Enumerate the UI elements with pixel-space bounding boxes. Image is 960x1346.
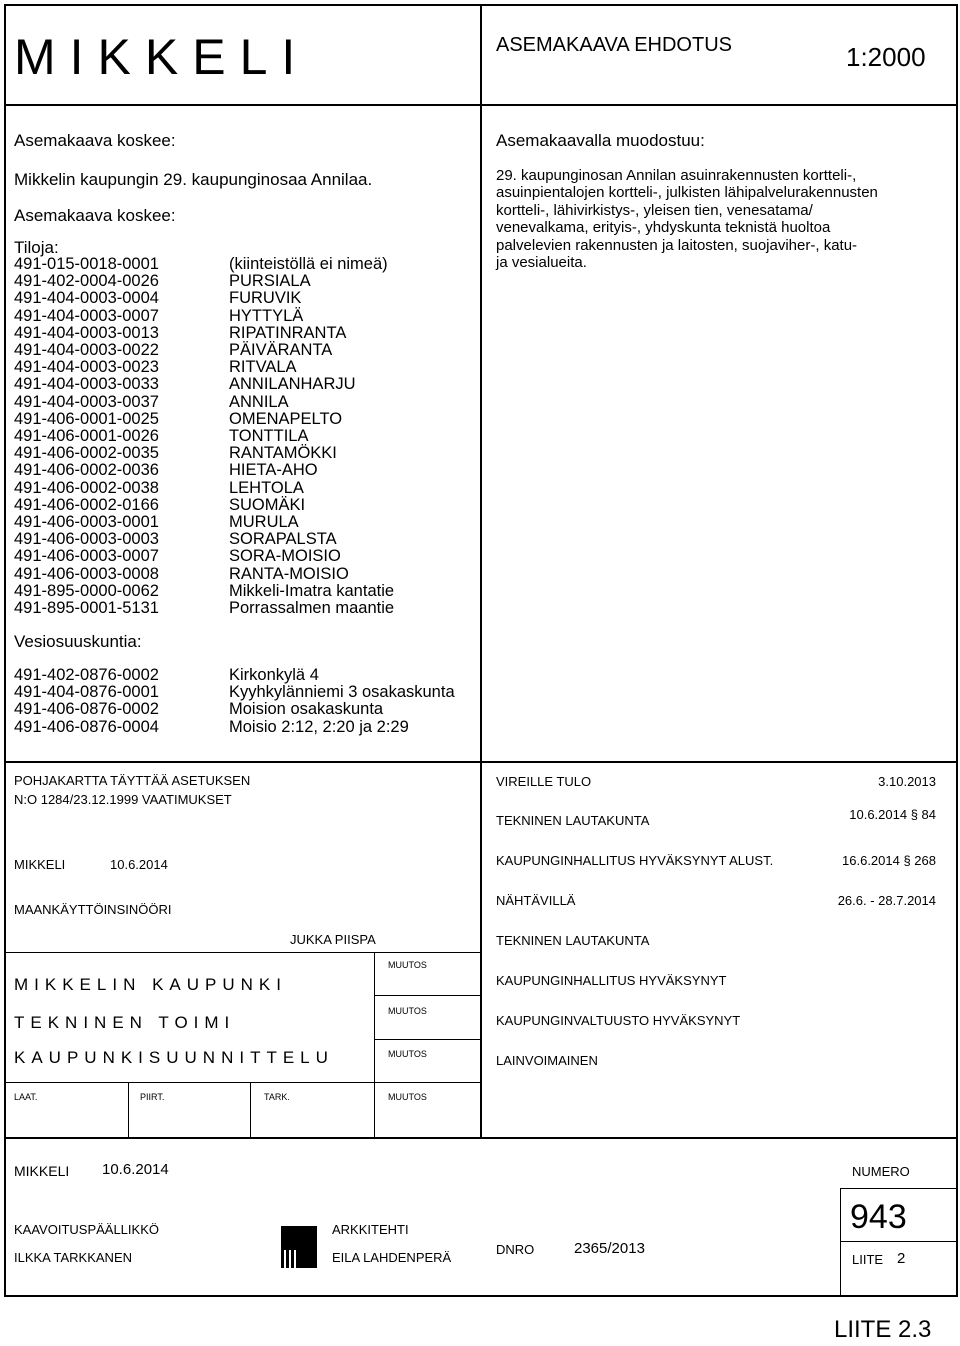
page-label: LIITE 2.3 [834, 1316, 932, 1343]
number-box-left [840, 1188, 841, 1297]
appendix-line [840, 1241, 958, 1242]
description-line: 29. kaupunginosan Annilan asuinrakennusten kortteli-, [496, 167, 857, 184]
water-name: Moision osakaskunta [229, 700, 384, 719]
appendix-label: LIITE [852, 1252, 884, 1267]
plot-name: ANNILANHARJU [229, 375, 356, 394]
plot-name: HYTTYLÄ [229, 306, 304, 325]
concerns-label-2: Asemakaava koskee: [14, 206, 176, 225]
approval-row-label: TEKNINEN LAUTAKUNTA [496, 933, 650, 948]
muutos-column-line [374, 952, 375, 1082]
approval-top-divider [4, 761, 958, 763]
number-value: 943 [850, 1198, 907, 1236]
plot-name: SORA-MOISIO [229, 547, 341, 566]
sign-col-2 [250, 1082, 251, 1138]
water-name: Kirkonkylä 4 [229, 666, 319, 684]
header-split [480, 4, 482, 1138]
city-emblem-icon [281, 1226, 317, 1268]
plot-name: MURULA [229, 513, 299, 532]
plot-id: 491-406-0002-0166 [14, 495, 159, 514]
footer-date: 10.6.2014 [102, 1161, 169, 1178]
muutos-3: MUUTOS [388, 1049, 427, 1059]
description-line: venevalkama, erityis-, yhdyskunta teknistä huoltoa [496, 219, 831, 237]
laat-label: LAAT. [14, 1092, 38, 1102]
plot-id: 491-895-0001-5131 [14, 599, 159, 618]
plot-id: 491-406-0002-0036 [14, 461, 159, 480]
plan-scale: 1:2000 [846, 42, 926, 72]
chief-name: ILKKA TARKKANEN [14, 1250, 133, 1265]
plot-name: ANNILA [229, 392, 289, 411]
muutos-2: MUUTOS [388, 1006, 427, 1016]
approval-row-label: VIREILLE TULO [496, 774, 592, 789]
plot-name: FURUVIK [229, 289, 302, 308]
plot-id: 491-015-0018-0001 [14, 255, 159, 273]
water-name: Moisio 2:12, 2:20 ja 2:29 [229, 717, 409, 736]
water-id: 491-406-0876-0004 [14, 717, 159, 736]
water-label: Vesiosuuskuntia: [14, 632, 142, 651]
water-id: 491-404-0876-0001 [14, 683, 159, 702]
approval-row-label: KAUPUNGINHALLITUS HYVÄKSYNYT [496, 973, 727, 988]
muutos-1: MUUTOS [388, 960, 427, 970]
plot-id: 491-406-0002-0038 [14, 478, 159, 497]
plot-name: RITVALA [229, 358, 297, 377]
org-line2: TEKNINEN TOIMI [14, 1013, 236, 1032]
sign-row-top [4, 1082, 480, 1083]
formed-description [496, 167, 878, 271]
plot-name: HIETA-AHO [229, 461, 318, 480]
description-line: kortteli-, lähivirkistys-, yleisen tien, venesatama/ [496, 201, 813, 219]
plot-name: RANTA-MOISIO [229, 564, 349, 583]
plot-name: (kiinteistöllä ei nimeä) [229, 255, 388, 273]
plot-id: 491-406-0003-0003 [14, 530, 159, 549]
approval-row-label: NÄHTÄVILLÄ [496, 893, 576, 908]
plot-name: SORAPALSTA [229, 530, 337, 549]
plot-id: 491-406-0003-0007 [14, 547, 159, 566]
water-ids [14, 667, 159, 736]
plot-name: SUOMÄKI [229, 495, 306, 514]
concerns-label-1: Asemakaava koskee: [14, 131, 176, 150]
approval-place: MIKKELI [14, 857, 66, 872]
number-underline [840, 1188, 958, 1189]
appendix-value: 2 [897, 1250, 906, 1267]
basemap-line1: POHJAKARTTA TÄYTTÄÄ ASETUKSEN [14, 773, 251, 788]
description-line: asuinpientalojen kortteli-, julkisten lähipalvelurakennusten [496, 184, 878, 202]
sign-col-1 [128, 1082, 129, 1138]
plot-name: RIPATINRANTA [229, 323, 347, 342]
approval-row-value: 3.10.2013 [878, 774, 936, 789]
water-id: 491-402-0876-0002 [14, 666, 159, 684]
district-text: Mikkelin kaupungin 29. kaupunginosaa Annilaa. [14, 170, 373, 189]
plan-type: ASEMAKAAVA EHDOTUS [496, 34, 732, 56]
plot-name: PÄIVÄRANTA [229, 341, 333, 360]
sign-col-3 [374, 1082, 375, 1138]
org-line-2 [374, 995, 480, 996]
plot-id: 491-406-0003-0008 [14, 564, 159, 583]
plot-name: LEHTOLA [229, 478, 304, 497]
plot-id: 491-895-0000-0062 [14, 581, 159, 600]
plot-id: 491-406-0001-0026 [14, 427, 159, 446]
plot-name: OMENAPELTO [229, 409, 343, 428]
approval-row-value: 16.6.2014 § 268 [842, 853, 936, 868]
plot-name: TONTTILA [229, 427, 309, 446]
plot-id: 491-404-0003-0033 [14, 375, 159, 394]
plot-name: Mikkeli-Imatra kantatie [229, 581, 395, 600]
piirt-label: PIIRT. [140, 1092, 165, 1102]
chief-title: KAAVOITUSPÄÄLLIKKÖ [14, 1222, 159, 1237]
approval-date: 10.6.2014 [110, 857, 168, 872]
plot-names [229, 256, 394, 617]
plot-id: 491-402-0004-0026 [14, 272, 159, 291]
dnro-label: DNRO [496, 1242, 535, 1257]
approval-row-value: 26.6. - 28.7.2014 [837, 893, 936, 908]
muutos-4: MUUTOS [388, 1092, 427, 1102]
city-title: MIKKELI [14, 29, 310, 85]
plot-name: PURSIALA [229, 272, 311, 291]
plot-id: 491-404-0003-0022 [14, 341, 159, 360]
formed-label: Asemakaavalla muodostuu: [496, 131, 705, 150]
footer-place: MIKKELI [14, 1163, 70, 1179]
approval-row-label: KAUPUNGINHALLITUS HYVÄKSYNYT ALUST. [496, 853, 774, 868]
dnro-value: 2365/2013 [574, 1240, 645, 1257]
plot-id: 491-406-0002-0035 [14, 444, 159, 463]
org-line1: MIKKELIN KAUPUNKI [14, 975, 287, 994]
water-names [229, 667, 455, 736]
org-line3: KAUPUNKISUUNNITTELU [14, 1048, 334, 1067]
org-line-3 [374, 1039, 480, 1040]
tark-label: TARK. [264, 1092, 290, 1102]
water-id: 491-406-0876-0002 [14, 700, 159, 719]
approval-row-label: TEKNINEN LAUTAKUNTA [496, 813, 650, 828]
org-top-line [4, 952, 480, 953]
plot-id: 491-406-0003-0001 [14, 513, 159, 532]
approval-row-value: 10.6.2014 § 84 [849, 807, 936, 822]
plot-ids [14, 256, 159, 617]
water-name: Kyyhkylänniemi 3 osakaskunta [229, 683, 455, 702]
approval-row-label: KAUPUNGINVALTUUSTO HYVÄKSYNYT [496, 1013, 741, 1028]
architect-title: ARKKITEHTI [332, 1222, 409, 1237]
plot-name: RANTAMÖKKI [229, 444, 337, 463]
plot-id: 491-404-0003-0023 [14, 358, 159, 377]
plot-id: 491-404-0003-0004 [14, 289, 159, 308]
surveyor-name: JUKKA PIISPA [290, 932, 376, 947]
plot-id: 491-404-0003-0037 [14, 392, 159, 411]
architect-name: EILA LAHDENPERÄ [332, 1250, 452, 1265]
plots-label: Tiloja: [14, 238, 59, 257]
number-label: NUMERO [852, 1164, 910, 1179]
surveyor-title: MAANKÄYTTÖINSINÖÖRI [14, 902, 172, 917]
footer-divider [4, 1137, 958, 1139]
plot-id: 491-406-0001-0025 [14, 409, 159, 428]
basemap-line2: N:O 1284/23.12.1999 VAATIMUKSET [14, 792, 232, 807]
plot-id: 491-404-0003-0007 [14, 306, 159, 325]
approval-row-label: LAINVOIMAINEN [496, 1053, 598, 1068]
plot-id: 491-404-0003-0013 [14, 323, 159, 342]
plot-name: Porrassalmen maantie [229, 599, 395, 618]
description-line: palvelevien rakennusten ja laitosten, suojaviher-, katu- [496, 236, 858, 254]
description-line: ja vesialueita. [496, 254, 587, 272]
